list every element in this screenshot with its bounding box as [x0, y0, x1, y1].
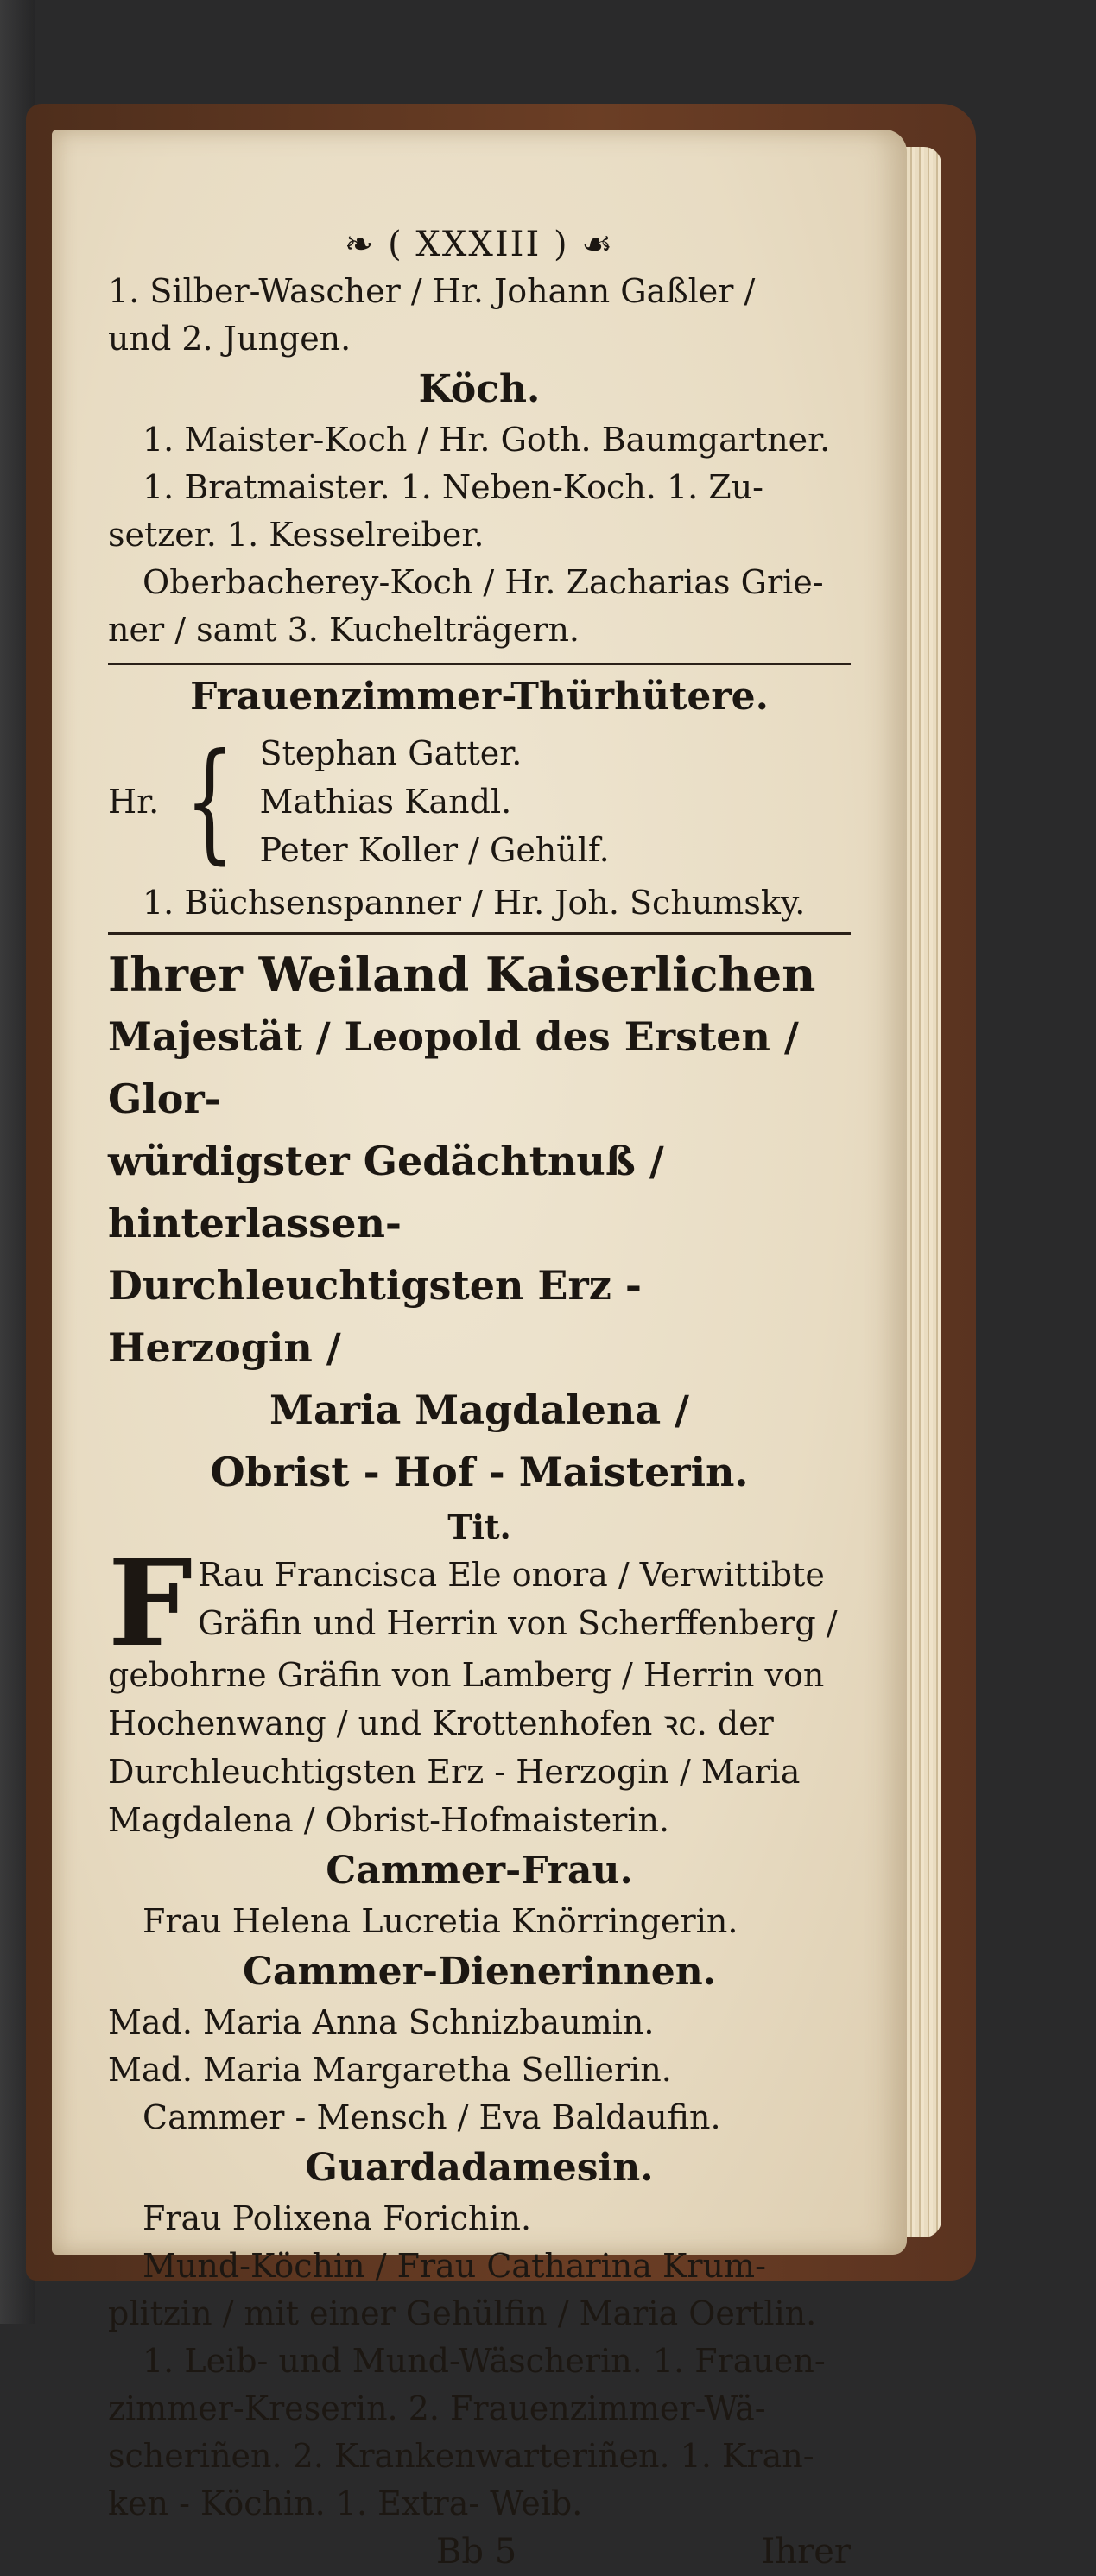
title-line: Durchleuchtigsten Erz - Herzogin / [108, 1262, 642, 1371]
dropcap: F [108, 1532, 193, 1673]
section-heading-dienerinnen: Cammer-Dienerinnen. [242, 1950, 717, 1994]
brace-label: Hr. [108, 783, 160, 821]
text-line: ner / samt 3. Kuchelträgern. [108, 611, 580, 649]
text-line: Mund-Köchin / Frau Catharina Krum- [143, 2247, 766, 2285]
paragraph [108, 1532, 851, 1844]
text-line: Frau Polixena Forichin. [143, 2199, 532, 2237]
text-line: Frau Helena Lucretia Knörringerin. [143, 1902, 738, 1940]
text-line: Cammer - Mensch / Eva Baldaufin. [143, 2098, 721, 2136]
catchword: Ihrer [761, 2532, 851, 2572]
title-line: würdigster Gedächtnuß / hinterlassen- [108, 1138, 664, 1247]
title-line: Obrist - Hof - Maisterin. [210, 1449, 749, 1495]
title-line: Maria Magdalena / [269, 1386, 689, 1433]
para-line: gebohrne Gräfin von Lamberg / Herrin von [108, 1656, 825, 1694]
section-heading-thuerhuetere: Frauenzimmer-Thürhütere. [190, 675, 769, 719]
para-line: Gräfin und Herrin von Scherffenberg / [197, 1604, 838, 1642]
para-line: Magdalena / Obrist-Hofmaisterin. [108, 1801, 670, 1839]
list-item: Stephan Gatter. [259, 734, 523, 772]
text-line: 1. Büchsenspanner / Hr. Joh. Schumsky. [143, 884, 806, 922]
page-text [108, 225, 851, 2576]
page-header: ❧ ( XXXIII ) ☙ [344, 225, 615, 264]
list-item: Peter Koller / Gehülf. [259, 831, 610, 869]
divider [108, 932, 851, 935]
text-line: 1. Leib- und Mund-Wäscherin. 1. Frauen- [143, 2342, 826, 2380]
para-line: Rau Francisca Ele onora / Verwittibte [197, 1556, 825, 1594]
text-line: setzer. 1. Kesselreiber. [108, 516, 485, 554]
text-line: 1. Maister-Koch / Hr. Goth. Baumgartner. [143, 421, 831, 459]
tit-label: Tit. [447, 1507, 511, 1546]
brace-items [259, 729, 609, 874]
text-line: und 2. Jungen. [108, 320, 352, 358]
text-line: scheriñen. 2. Krankenwarteriñen. 1. Kran- [108, 2437, 814, 2475]
text-line: zimmer-Kreserin. 2. Frauenzimmer-Wä- [108, 2389, 766, 2427]
text-line: plitzin / mit einer Gehülfin / Maria Oertlin. [108, 2294, 817, 2332]
divider [108, 663, 851, 665]
section-heading-guarda: Guardadamesin. [305, 2146, 654, 2190]
list-item: Mad. Maria Anna Schnizbaumin. [108, 2003, 655, 2041]
title-line: Ihrer Weiland Kaiserlichen [108, 947, 816, 1002]
text-line: 1. Silber-Wascher / Hr. Johann Gaßler / [108, 272, 756, 310]
para-line: Durchleuchtigsten Erz - Herzogin / Maria [108, 1753, 801, 1791]
section-heading-cammer-frau: Cammer-Frau. [326, 1849, 633, 1893]
brace-group [108, 726, 851, 877]
text-line: 1. Bratmaister. 1. Neben-Koch. 1. Zu- [143, 468, 764, 506]
list-item: Mad. Maria Margaretha Sellierin. [108, 2051, 672, 2089]
para-line: Hochenwang / und Krottenhofen ꝛc. der [108, 1704, 774, 1742]
brace-icon: { [185, 726, 235, 877]
page-footer [108, 2528, 851, 2576]
signature-mark: Bb 5 [436, 2532, 517, 2572]
list-item: Mathias Kandl. [259, 783, 512, 821]
section-heading-koech: Köch. [418, 367, 541, 411]
text-line: ken - Köchin. 1. Extra- Weib. [108, 2484, 583, 2522]
title-line: Majestät / Leopold des Ersten / Glor- [108, 1013, 799, 1122]
text-line: Oberbacherey-Koch / Hr. Zacharias Grie- [143, 563, 824, 601]
